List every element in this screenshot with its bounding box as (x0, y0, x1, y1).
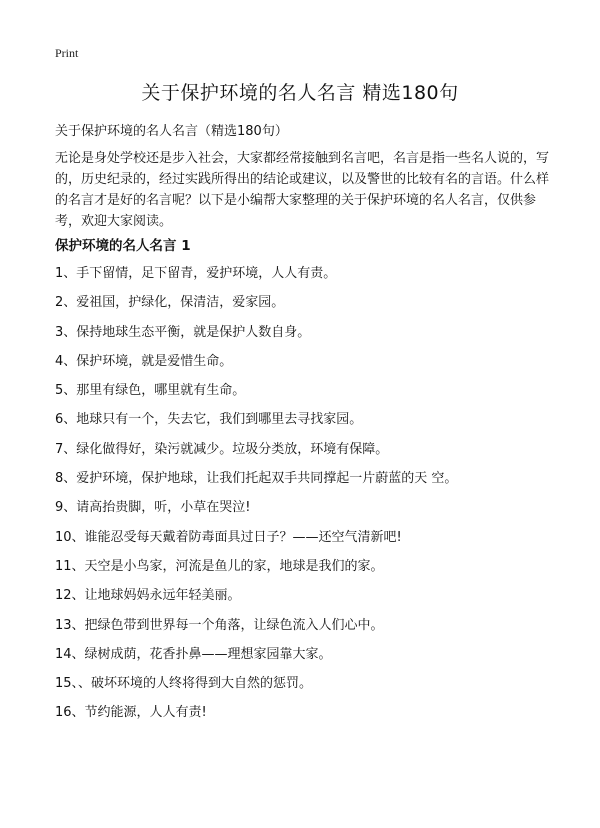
quote-item: 12、让地球妈妈永远年轻美丽。 (55, 588, 241, 604)
quote-item: 2、爱祖国，护绿化，保清洁，爱家园。 (55, 295, 285, 311)
quote-item: 10、谁能忍受每天戴着防毒面具过日子？——还空气清新吧! (55, 529, 402, 545)
quote-item: 14、绿树成荫，花香扑鼻——理想家园靠大家。 (55, 646, 332, 662)
quote-item: 1、手下留情，足下留青，爱护环境，人人有责。 (55, 266, 337, 281)
document-subtitle: 关于保护环境的名人名言（精选180句） (55, 124, 288, 139)
quote-item: 16、节约能源，人人有责! (55, 705, 207, 721)
quote-item: 5、那里有绿色，哪里就有生命。 (55, 383, 246, 399)
quote-list (55, 265, 575, 734)
intro-paragraph: 无论是身处学校还是步入社会，大家都经常接触到名言吧，名言是指一些名人说的，写的，历史纪录的，经过实践所得出的结论或建议，以及警世的比较有名的言语。什么样的名言才是好的名言呢？以下是小编帮大家整理的关于保护环境的名人名言，仅供参考，欢迎大家阅读。 (55, 151, 550, 229)
quote-item: 6、地球只有一个，失去它，我们到哪里去寻找家园。 (55, 412, 363, 428)
print-link[interactable]: Print (55, 46, 79, 60)
quote-item: 3、保持地球生态平衡，就是保护人数自身。 (55, 324, 311, 340)
quote-item: 8、爱护环境，保护地球，让我们托起双手共同撑起一片蔚蓝的天 空。 (55, 471, 458, 487)
quote-item: 7、绿化做得好，染污就减少。垃圾分类放，环境有保障。 (55, 441, 389, 457)
section-heading: 保护环境的名人名言 1 (55, 238, 191, 254)
quote-item: 15、、破坏环境的人终将得到大自然的惩罚。 (55, 676, 313, 692)
document-title: 关于保护环境的名人名言 精选180句 (141, 82, 459, 104)
quote-item: 9、请高抬贵脚，听，小草在哭泣! (55, 500, 251, 516)
quote-item: 4、保护环境，就是爱惜生命。 (55, 353, 233, 369)
quote-item: 11、天空是小鸟家，河流是鱼儿的家，地球是我们的家。 (55, 558, 384, 574)
quote-item: 13、把绿色带到世界每一个角落，让绿色流入人们心中。 (55, 617, 384, 633)
